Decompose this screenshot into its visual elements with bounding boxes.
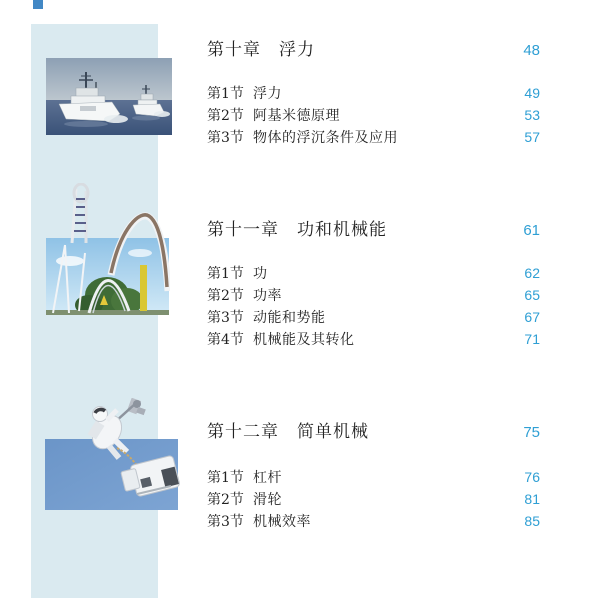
section-name: 功 (253, 266, 268, 282)
section-label: 第3节 (207, 310, 244, 326)
chapter-page-number: 75 (523, 424, 540, 441)
chapter-10-heading (207, 38, 540, 62)
toc-entry (207, 104, 540, 126)
section-name: 功率 (253, 288, 282, 304)
section-name: 机械效率 (253, 514, 311, 530)
section-page-number: 67 (524, 309, 540, 325)
section-page-number: 49 (524, 85, 540, 101)
chapter-12-block (207, 420, 540, 532)
section-name: 动能和势能 (253, 310, 326, 326)
section-label: 第3节 (207, 130, 244, 146)
section-label: 第2节 (207, 288, 244, 304)
section-label: 第1节 (207, 266, 244, 282)
section-page-number: 57 (524, 129, 540, 145)
astronaut-photo (45, 398, 181, 511)
chapter-title: 第十一章 功和机械能 (207, 220, 387, 240)
roller-coaster-photo (45, 183, 170, 316)
section-label: 第2节 (207, 108, 244, 124)
yellow-pole (140, 265, 147, 311)
toc-entry (207, 284, 540, 306)
section-name: 物体的浮沉条件及应用 (253, 130, 398, 146)
toc-entry (207, 488, 540, 510)
section-page-number: 85 (524, 513, 540, 529)
section-page-number: 76 (524, 469, 540, 485)
section-page-number: 65 (524, 287, 540, 303)
section-label: 第1节 (207, 470, 244, 486)
chapter-12-heading (207, 420, 540, 444)
toc-entry (207, 262, 540, 284)
section-label: 第4节 (207, 332, 244, 348)
toc-entry (207, 510, 540, 532)
section-label: 第1节 (207, 86, 244, 102)
chapter-11-block (207, 218, 540, 350)
section-name: 阿基米德原理 (253, 108, 340, 124)
chapter-10-block (207, 38, 540, 148)
chapter-11-heading (207, 218, 540, 242)
section-label: 第3节 (207, 514, 244, 530)
section-name: 滑轮 (253, 492, 282, 508)
toc-entry (207, 126, 540, 148)
section-page-number: 81 (524, 491, 540, 507)
toc-entry (207, 328, 540, 350)
warships-photo (46, 58, 172, 135)
section-name: 浮力 (253, 86, 282, 102)
section-name: 机械能及其转化 (253, 332, 355, 348)
toc-entry (207, 82, 540, 104)
section-label: 第2节 (207, 492, 244, 508)
section-page-number: 53 (524, 107, 540, 123)
chapter-page-number: 61 (523, 222, 540, 239)
chapter-title: 第十章 浮力 (207, 40, 315, 60)
toc-entry (207, 306, 540, 328)
toc-entry (207, 466, 540, 488)
section-page-number: 62 (524, 265, 540, 281)
chapter-title: 第十二章 简单机械 (207, 422, 369, 442)
top-equipment (115, 398, 146, 422)
corner-mark (33, 0, 43, 9)
section-name: 杠杆 (253, 470, 282, 486)
chapter-page-number: 48 (523, 42, 540, 59)
section-page-number: 71 (524, 331, 540, 347)
coaster-tower (72, 184, 88, 243)
